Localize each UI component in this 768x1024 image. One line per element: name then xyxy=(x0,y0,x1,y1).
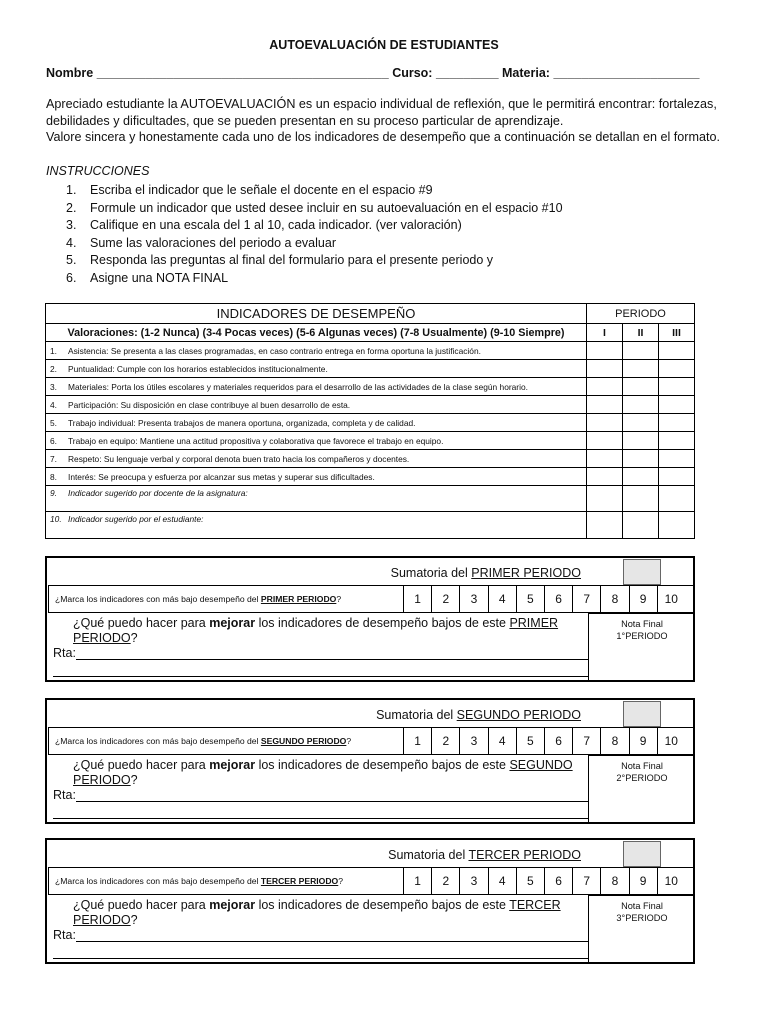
materia-field[interactable]: _____________________ xyxy=(553,66,700,80)
score-cell[interactable] xyxy=(587,378,623,396)
period-question: ¿Marca los indicadores con más bajo desempeño del PRIMER PERIODO? xyxy=(55,594,342,604)
scale-option[interactable]: 4 xyxy=(488,868,516,894)
period-question: ¿Marca los indicadores con más bajo desempeño del TERCER PERIODO? xyxy=(55,876,344,886)
score-cell[interactable] xyxy=(659,486,695,512)
score-cell[interactable] xyxy=(587,414,623,432)
scale-options xyxy=(403,868,685,894)
periodo-label: 1°PERIODO xyxy=(616,631,668,641)
scale-option[interactable]: 6 xyxy=(544,868,572,894)
rta-label: Rta: xyxy=(53,928,76,942)
score-cell[interactable] xyxy=(587,360,623,378)
score-cell[interactable] xyxy=(587,432,623,450)
table-row: 7. Respeto: Su lenguaje verbal y corporal denota buen trato hacia los compañeros y docentes. xyxy=(46,450,695,468)
nota-final-label: Nota Final xyxy=(621,619,663,629)
period-sum-label: Sumatoria del PRIMER PERIODO xyxy=(390,566,581,580)
period-scale-row xyxy=(48,867,694,895)
student-header xyxy=(46,66,699,80)
period-col-ii: II xyxy=(623,324,659,342)
score-cell[interactable] xyxy=(659,432,695,450)
scale-option[interactable]: 10 xyxy=(657,868,685,894)
answer-line[interactable] xyxy=(53,943,589,959)
rta-label: Rta: xyxy=(53,646,76,660)
intro-paragraph-2: Valore sincera y honestamente cada uno de los indicadores de desempeño que a continuación se detallan en el formato. xyxy=(46,130,720,144)
score-cell[interactable] xyxy=(623,396,659,414)
final-note-box[interactable] xyxy=(588,613,695,680)
answer-line[interactable] xyxy=(53,803,589,819)
table-row: 9. Indicador sugerido por docente de la asignatura: xyxy=(46,486,695,512)
table-row: 1. Asistencia: Se presenta a las clases programadas, en caso contrario entrega en forma oportuna la justificación. xyxy=(46,342,695,360)
period-sum-box[interactable] xyxy=(623,701,661,727)
instruction-item: 4. Sume las valoraciones del periodo a evaluar xyxy=(66,235,336,250)
scale-option[interactable]: 2 xyxy=(431,868,459,894)
scale-option[interactable]: 7 xyxy=(572,868,600,894)
table-row: 10. Indicador sugerido por el estudiante: xyxy=(46,512,695,539)
period-section-2 xyxy=(45,698,695,824)
instruction-item: 3. Califique en una escala del 1 al 10, cada indicador. (ver valoración) xyxy=(66,218,462,232)
scale-option[interactable]: 5 xyxy=(516,586,544,612)
period-section-3 xyxy=(45,838,695,964)
score-cell[interactable] xyxy=(623,360,659,378)
score-cell[interactable] xyxy=(659,360,695,378)
score-cell[interactable] xyxy=(659,512,695,539)
intro-paragraph-1: Apreciado estudiante la AUTOEVALUACIÓN es un espacio individual de reflexión, que le permitirá encontrar: fortalezas, debilidades y dificultades, que se pueden presentan en su proceso particular de aprendizaje. xyxy=(46,97,717,128)
table-row: 5. Trabajo individual: Presenta trabajos de manera oportuna, organizada, completa y de calidad. xyxy=(46,414,695,432)
score-cell[interactable] xyxy=(623,468,659,486)
table-row: 8. Interés: Se preocupa y esfuerza por alcanzar sus metas y superar sus dificultades. xyxy=(46,468,695,486)
curso-label: Curso: xyxy=(392,66,433,80)
score-cell[interactable] xyxy=(587,342,623,360)
score-cell[interactable] xyxy=(659,414,695,432)
scale-option[interactable]: 5 xyxy=(516,728,544,754)
period-sum-box[interactable] xyxy=(623,559,661,585)
scale-option[interactable]: 3 xyxy=(459,868,487,894)
scale-option[interactable]: 10 xyxy=(657,586,685,612)
scale-option[interactable]: 8 xyxy=(600,586,628,612)
score-cell[interactable] xyxy=(587,512,623,539)
score-cell[interactable] xyxy=(623,342,659,360)
improve-question: ¿Qué puedo hacer para mejorar los indicadores de desempeño bajos de este PRIMER PERIODO? xyxy=(73,616,559,645)
period-sum-label: Sumatoria del TERCER PERIODO xyxy=(388,848,581,862)
scale-option[interactable]: 9 xyxy=(629,586,657,612)
instruction-item: 1. Escriba el indicador que le señale el docente en el espacio #9 xyxy=(66,183,433,197)
scale-options xyxy=(403,728,685,754)
score-cell[interactable] xyxy=(587,486,623,512)
period-scale-row xyxy=(48,727,694,755)
score-cell[interactable] xyxy=(659,468,695,486)
improve-question: ¿Qué puedo hacer para mejorar los indicadores de desempeño bajos de este SEGUNDO PERIODO? xyxy=(73,758,573,787)
score-cell[interactable] xyxy=(587,468,623,486)
instruction-item: 5. Responda las preguntas al final del formulario para el presente periodo y xyxy=(66,253,494,267)
answer-line[interactable] xyxy=(76,788,589,802)
score-cell[interactable] xyxy=(623,378,659,396)
rta-label: Rta: xyxy=(53,788,76,802)
improve-block xyxy=(53,616,589,677)
materia-label: Materia: xyxy=(502,66,550,80)
scale-option[interactable]: 7 xyxy=(572,728,600,754)
period-section-1 xyxy=(45,556,695,682)
score-cell[interactable] xyxy=(659,378,695,396)
period-col-i: I xyxy=(587,324,623,342)
scale-option[interactable]: 9 xyxy=(629,728,657,754)
nota-final-label: Nota Final xyxy=(621,901,663,911)
periodo-header: PERIODO xyxy=(587,304,695,324)
scale-option[interactable]: 3 xyxy=(459,728,487,754)
scale-option[interactable]: 3 xyxy=(459,586,487,612)
indicators-table xyxy=(45,303,695,539)
scale-option[interactable]: 6 xyxy=(544,728,572,754)
scale-option[interactable]: 1 xyxy=(403,586,431,612)
periodo-label: 2°PERIODO xyxy=(616,773,668,783)
answer-line[interactable] xyxy=(53,661,589,677)
score-cell[interactable] xyxy=(587,450,623,468)
scale-option[interactable]: 6 xyxy=(544,586,572,612)
valoraciones-legend: Valoraciones: (1-2 Nunca) (3-4 Pocas veces) (5-6 Algunas veces) (7-8 Usualmente) (9-10 Siempre) xyxy=(46,324,587,342)
indicators-header: INDICADORES DE DESEMPEÑO xyxy=(46,304,587,324)
improve-block xyxy=(53,898,589,959)
intro-text xyxy=(46,96,736,146)
instruction-item: 6. Asigne una NOTA FINAL xyxy=(66,270,229,285)
period-sum-label: Sumatoria del SEGUNDO PERIODO xyxy=(376,708,581,722)
answer-line[interactable] xyxy=(76,928,589,942)
instructions-list xyxy=(66,182,563,287)
periodo-label: 3°PERIODO xyxy=(616,913,668,923)
score-cell[interactable] xyxy=(623,486,659,512)
scale-option[interactable]: 4 xyxy=(488,586,516,612)
page-title: AUTOEVALUACIÓN DE ESTUDIANTES xyxy=(269,38,499,52)
nota-final-label: Nota Final xyxy=(621,761,663,771)
scale-option[interactable]: 2 xyxy=(431,586,459,612)
scale-option[interactable]: 8 xyxy=(600,868,628,894)
final-note-box[interactable] xyxy=(588,895,695,962)
scale-option[interactable]: 1 xyxy=(403,728,431,754)
curso-field[interactable]: _________ xyxy=(435,66,499,80)
scale-option[interactable]: 8 xyxy=(600,728,628,754)
scale-option[interactable]: 9 xyxy=(629,868,657,894)
scale-option[interactable]: 7 xyxy=(572,586,600,612)
improve-question: ¿Qué puedo hacer para mejorar los indicadores de desempeño bajos de este TERCER PERIODO? xyxy=(73,898,561,927)
score-cell[interactable] xyxy=(623,432,659,450)
period-sum-box[interactable] xyxy=(623,841,661,867)
period-question: ¿Marca los indicadores con más bajo desempeño del SEGUNDO PERIODO? xyxy=(55,736,352,746)
instructions-title: INSTRUCCIONES xyxy=(46,164,150,178)
scale-options xyxy=(403,586,685,612)
instruction-item: 2. Formule un indicador que usted desee incluir en su autoevaluación en el espacio #10 xyxy=(66,200,563,215)
score-cell[interactable] xyxy=(587,396,623,414)
answer-line[interactable] xyxy=(76,646,589,660)
score-cell[interactable] xyxy=(659,450,695,468)
score-cell[interactable] xyxy=(659,396,695,414)
improve-block xyxy=(53,758,589,819)
period-scale-row xyxy=(48,585,694,613)
score-cell[interactable] xyxy=(623,414,659,432)
score-cell[interactable] xyxy=(659,342,695,360)
final-note-box[interactable] xyxy=(588,755,695,822)
scale-option[interactable]: 10 xyxy=(657,728,685,754)
score-cell[interactable] xyxy=(623,450,659,468)
scale-option[interactable]: 2 xyxy=(431,728,459,754)
nombre-label: Nombre xyxy=(46,66,94,80)
scale-option[interactable]: 1 xyxy=(403,868,431,894)
scale-option[interactable]: 4 xyxy=(488,728,516,754)
table-row: 2. Puntualidad: Cumple con los horarios establecidos institucionalmente. xyxy=(46,360,695,378)
table-row: 3. Materiales: Porta los útiles escolares y materiales requeridos para el desarrollo de las actividades de la clase según horario. xyxy=(46,378,695,396)
score-cell[interactable] xyxy=(623,512,659,539)
table-row: 6. Trabajo en equipo: Mantiene una actitud propositiva y colaborativa que favorece el trabajo en equipo. xyxy=(46,432,695,450)
period-col-iii: III xyxy=(659,324,695,342)
scale-option[interactable]: 5 xyxy=(516,868,544,894)
table-row: 4. Participación: Su disposición en clase contribuye al buen desarrollo de esta. xyxy=(46,396,695,414)
nombre-field[interactable]: __________________________________________ xyxy=(96,66,389,80)
